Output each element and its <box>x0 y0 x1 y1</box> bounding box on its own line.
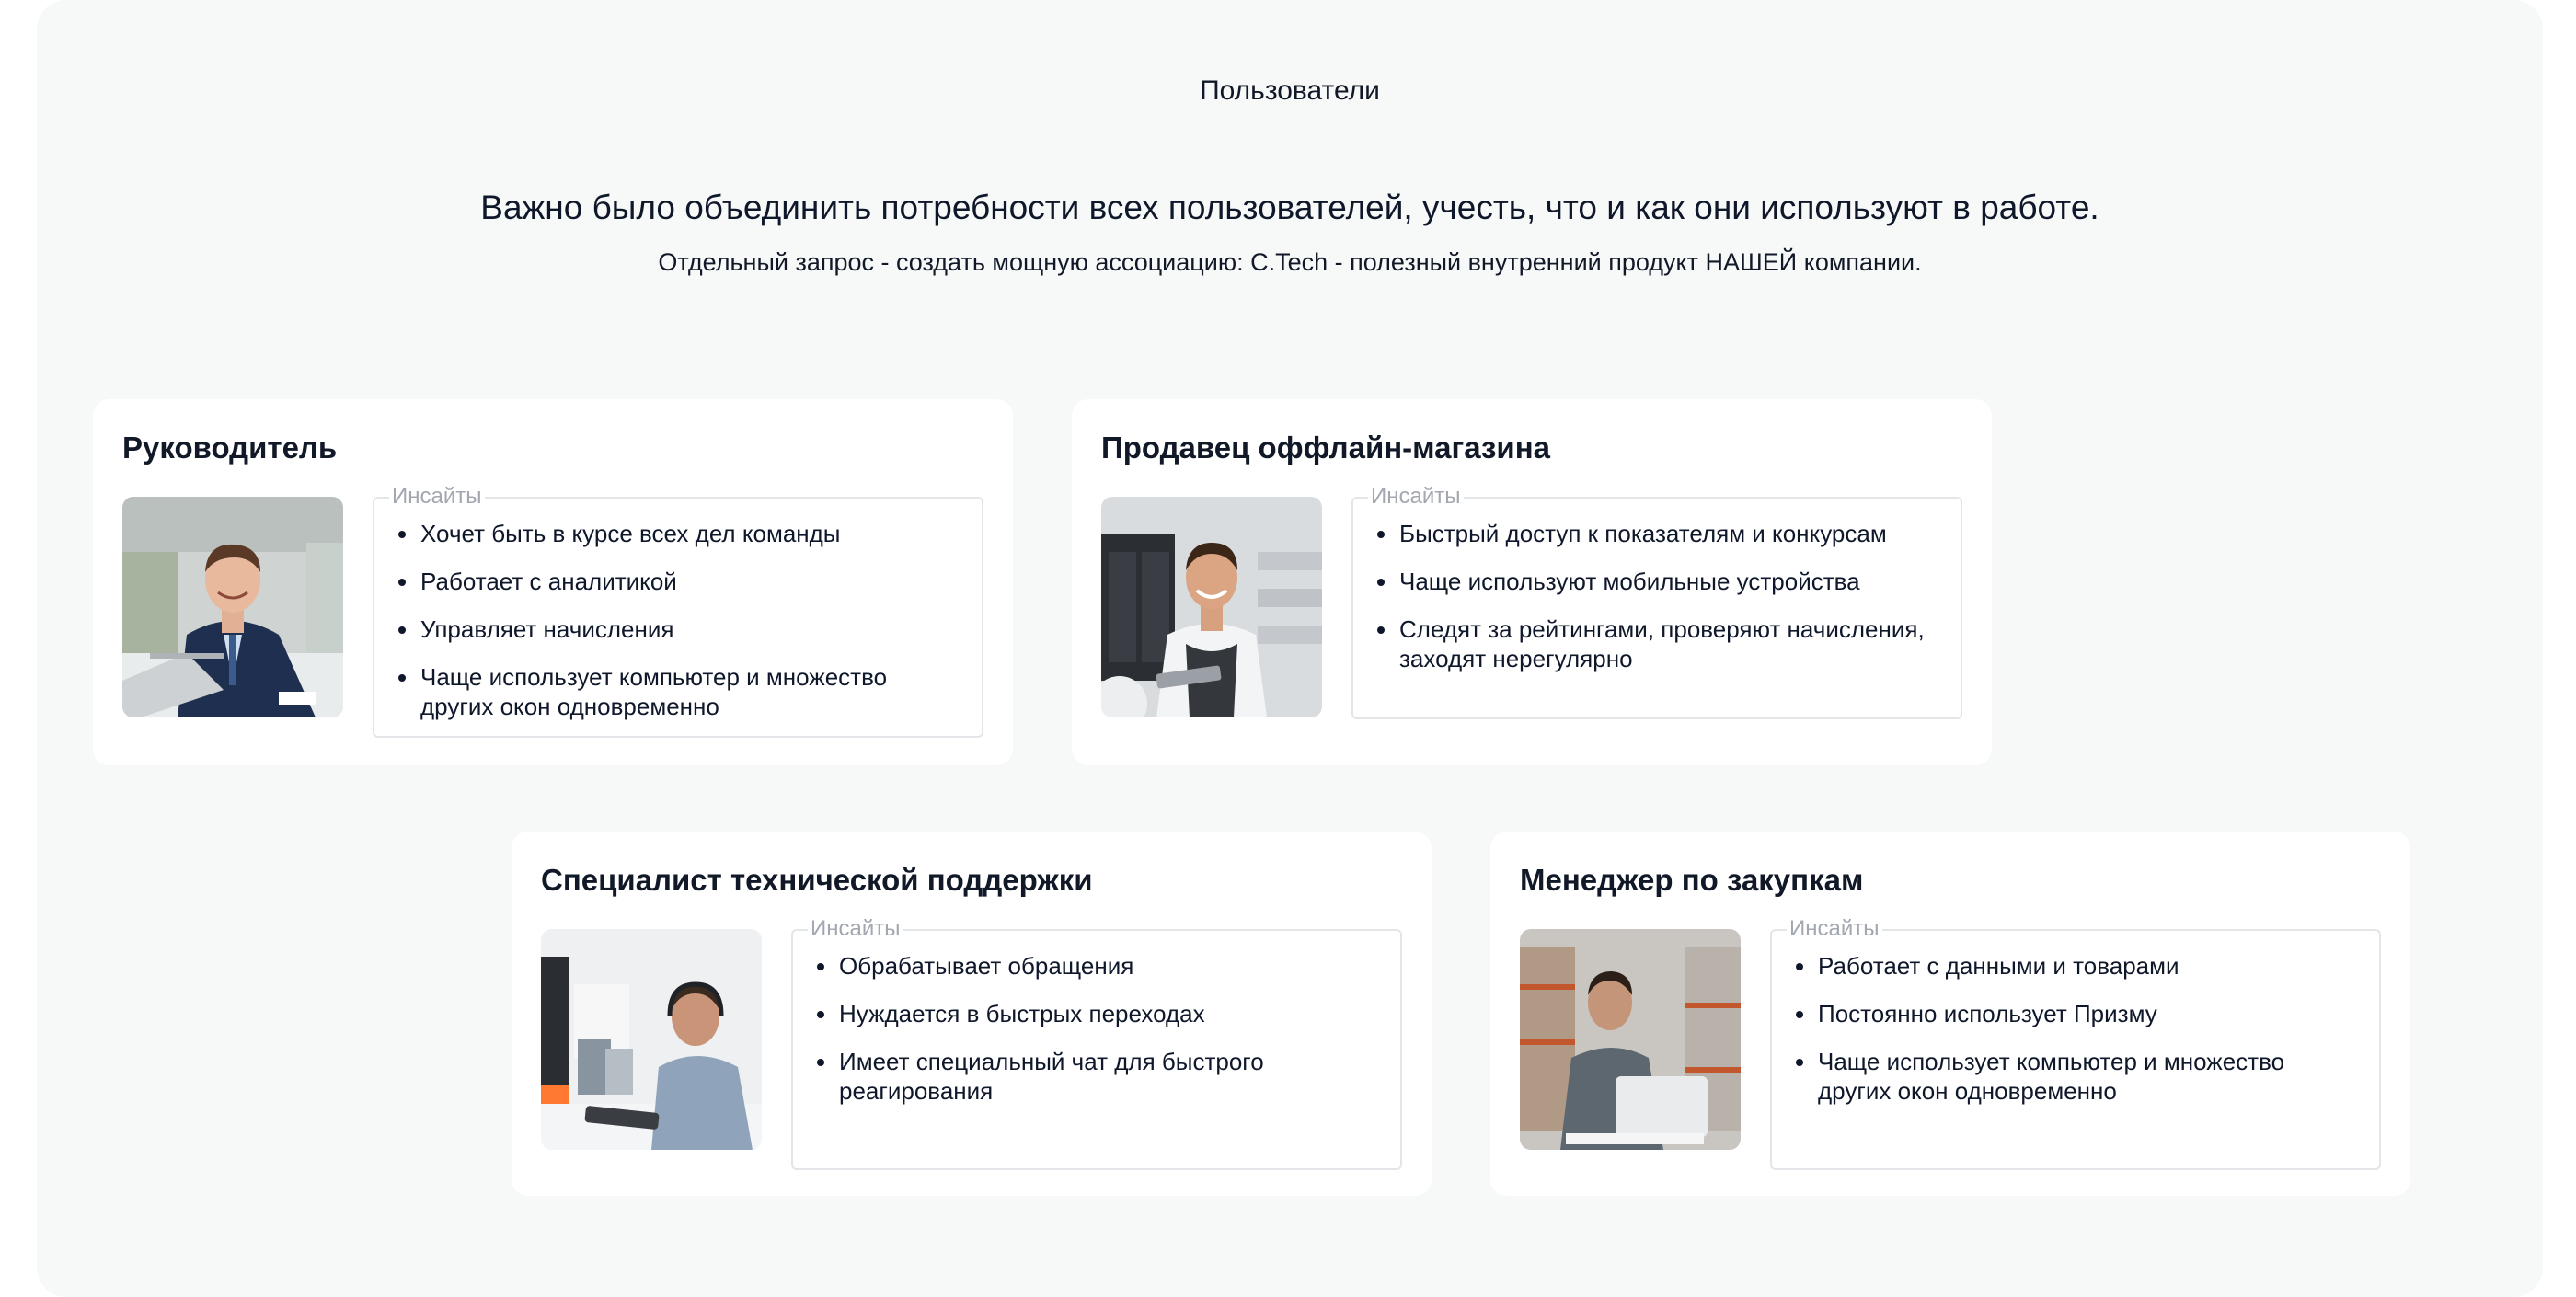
insight-item: Чаще использует компьютер и множество других окон одновременно <box>1818 1047 2361 1106</box>
insights-list <box>793 931 1400 1119</box>
insight-item: Обрабатывает обращения <box>839 951 1382 981</box>
insights-list <box>374 499 982 734</box>
persona-card-store-seller <box>1072 399 1992 765</box>
section-title: Пользователи <box>1200 75 1380 106</box>
persona-photo <box>1101 497 1322 717</box>
store-seller-photo <box>1101 497 1322 717</box>
insight-item: Нуждается в быстрых переходах <box>839 999 1382 1028</box>
insights-box <box>1351 484 1962 719</box>
persona-photo <box>1520 929 1741 1150</box>
insight-item: Чаще использует компьютер и множество других окон одновременно <box>420 662 963 721</box>
insights-label: Инсайты <box>1368 484 1464 510</box>
insights-box <box>373 484 983 738</box>
insight-item: Имеет специальный чат для быстрого реагирования <box>839 1047 1382 1106</box>
persona-title: Менеджер по закупкам <box>1520 863 1864 897</box>
persona-photo <box>541 929 762 1150</box>
insight-item: Хочет быть в курсе всех дел команды <box>420 519 963 548</box>
manager-office-photo <box>122 497 343 717</box>
persona-card-support-specialist <box>512 832 1432 1196</box>
insights-label: Инсайты <box>1787 916 1882 942</box>
persona-title: Руководитель <box>122 430 338 465</box>
procurement-manager-photo <box>1520 929 1741 1150</box>
insights-list <box>1353 499 1961 686</box>
persona-title: Специалист технической поддержки <box>541 863 1093 897</box>
insights-list <box>1772 931 2379 1119</box>
insight-item: Работает с аналитикой <box>420 567 963 596</box>
insight-item: Следят за рейтингами, проверяют начисления, заходят нерегулярно <box>1399 614 1942 673</box>
subline: Отдельный запрос - создать мощную ассоциацию: C.Tech - полезный внутренний продукт НАШЕЙ компании. <box>658 248 1922 276</box>
headline: Важно было объединить потребности всех пользователей, учесть, что и как они используют в работе. <box>480 189 2099 226</box>
insights-label: Инсайты <box>808 916 903 942</box>
insights-label: Инсайты <box>389 484 485 510</box>
insight-item: Работает с данными и товарами <box>1818 951 2361 981</box>
persona-card-procurement-manager <box>1490 832 2410 1196</box>
insight-item: Постоянно использует Призму <box>1818 999 2361 1028</box>
insight-item: Чаще используют мобильные устройства <box>1399 567 1942 596</box>
insight-item: Управляет начисления <box>420 614 963 644</box>
persona-photo <box>122 497 343 717</box>
persona-card-manager <box>93 399 1013 765</box>
insight-item: Быстрый доступ к показателям и конкурсам <box>1399 519 1942 548</box>
persona-title: Продавец оффлайн-магазина <box>1101 430 1550 465</box>
insights-box <box>791 916 1402 1170</box>
insights-box <box>1770 916 2381 1170</box>
support-specialist-photo <box>541 929 762 1150</box>
